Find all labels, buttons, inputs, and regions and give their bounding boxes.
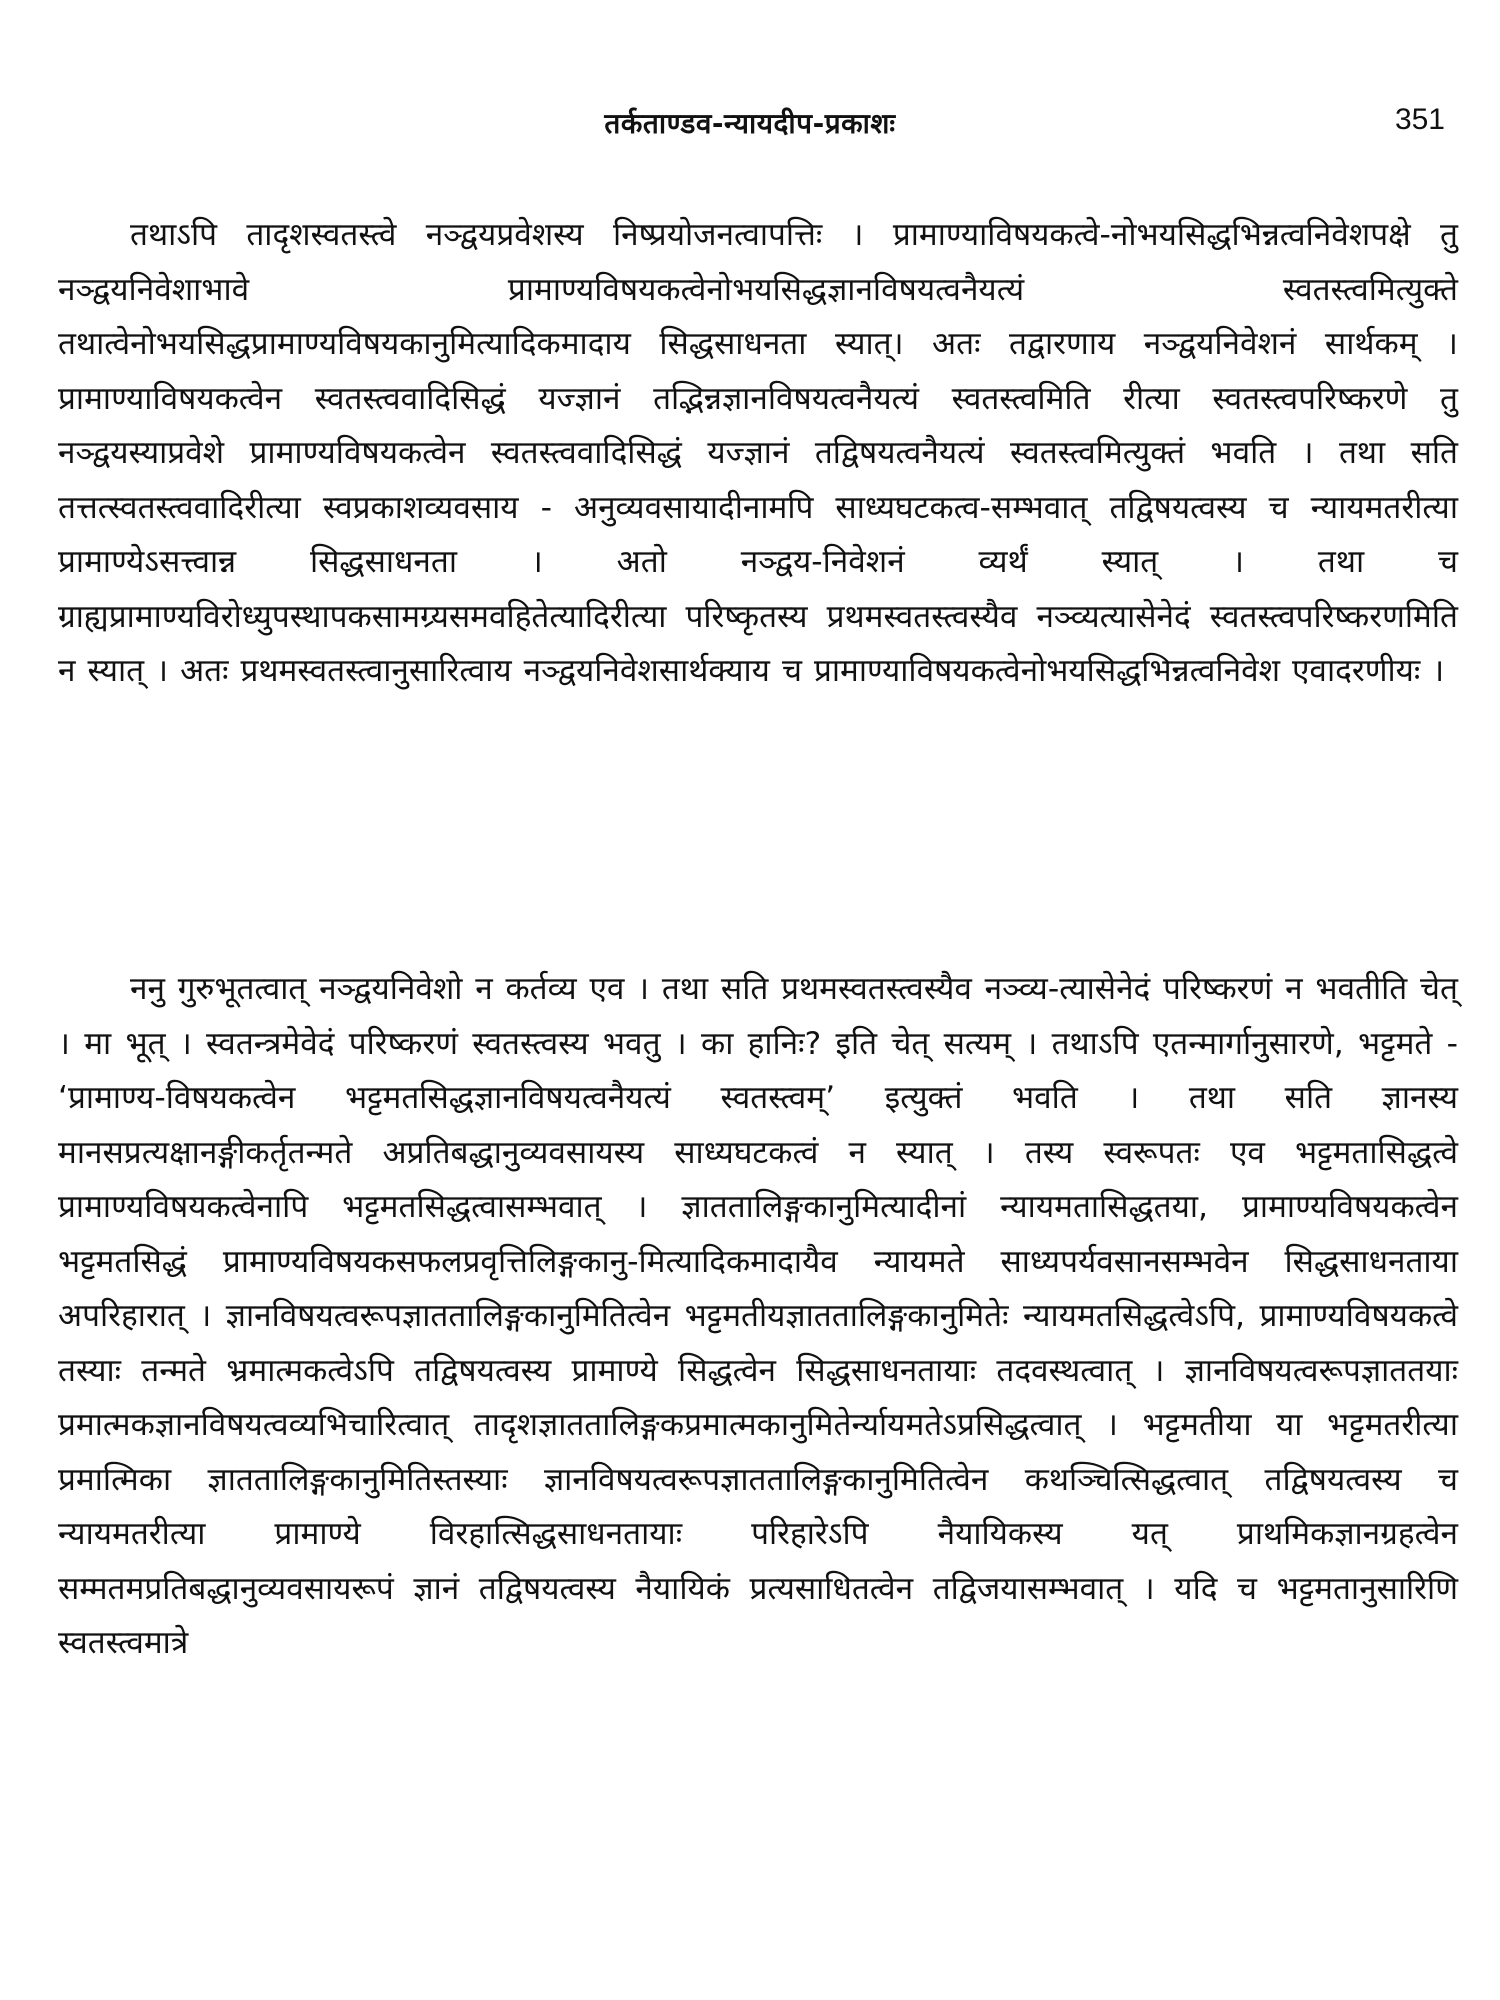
running-title: तर्कताण्डव-न्यायदीप-प्रकाशः (604, 107, 896, 140)
paragraph-2-block (58, 962, 1458, 1671)
paragraph-text: ननु गुरुभूतत्वात् नञ्द्वयनिवेशो न कर्तव्य एव । तथा सति प्रथमस्वतस्त्वस्यैव नञ्व्य-त्यासेनेदं परिष्करणं न भवतीति चेत् । मा भूत् । स्वतन्त्रमेवेदं परिष्करणं स्वतस्त्वस्य भवतु । का हानिः? इति चेत् सत्यम् । तथाऽपि एतन्मार्गानुसारणे, भट्टमते - ‘प्रामाण्य-विषयकत्वेन भट्टमतसिद्धज्ञानविषयत्वनैयत्यं स्वतस्त्वम्’ इत्युक्तं भवति । तथा सति ज्ञानस्य मानसप्रत्यक्षानङ्गीकर्तृतन्मते अप्रतिबद्धानुव्यवसायस्य साध्यघटकत्वं न स्यात् । तस्य स्वरूपतः एव भट्टमतासिद्धत्वे प्रामाण्यविषयकत्वेनापि भट्टमतसिद्धत्वासम्भवात् । ज्ञाततालिङ्गकानुमित्यादीनां न्यायमतासिद्धतया, प्रामाण्यविषयकत्वेन भट्टमतसिद्धं प्रामाण्यविषयकसफलप्रवृत्तिलिङ्गकानु-मित्यादिकमादायैव न्यायमते साध्यपर्यवसानसम्भवेन सिद्धसाधनताया अपरिहारात् । ज्ञानविषयत्वरूपज्ञाततालिङ्गकानुमितित्वेन भट्टमतीयज्ञाततालिङ्गकानुमितेः न्यायमतसिद्धत्वेऽपि, प्रामाण्यविषयकत्वे तस्याः तन्मते भ्रमात्मकत्वेऽपि तद्विषयत्वस्य प्रामाण्ये सिद्धत्वेन सिद्धसाधनतायाः तदवस्थत्वात् । ज्ञानविषयत्वरूपज्ञाततयाः प्रमात्मकज्ञानविषयत्वव्यभिचारित्वात् तादृशज्ञाततालिङ्गकप्रमात्मकानुमितेर्न्यायमतेऽप्रसिद्धत्वात् । भट्टमतीया या भट्टमतरीत्या प्रमात्मिका ज्ञाततालिङ्गकानुमितिस्तस्याः ज्ञानविषयत्वरूपज्ञाततालिङ्गकानुमितित्वेन कथञ्चित्सिद्धत्वात् तद्विषयत्वस्य च न्यायमतरीत्या प्रामाण्ये विरहात्सिद्धसाधनतायाः परिहारेऽपि नैयायिकस्य यत् प्राथमिकज्ञानग्रहत्वेन सम्मतमप्रतिबद्धानुव्यवसायरूपं ज्ञानं तद्विषयत्वस्य नैयायिकं प्रत्यसाधितत्वेन तद्विजयासम्भवात् । यदि च भट्टमतानुसारिणि स्वतस्त्वमात्रे (58, 971, 1458, 1661)
page-number: 351 (1394, 103, 1445, 136)
paragraph-1-block (58, 208, 1458, 699)
paragraph-text: तथाऽपि तादृशस्वतस्त्वे नञ्द्वयप्रवेशस्य निष्प्रयोजनत्वापत्तिः । प्रामाण्याविषयकत्वे-नोभयसिद्धभिन्नत्वनिवेशपक्षे तु नञ्द्वयनिवेशाभावे प्रामाण्यविषयकत्वेनोभयसिद्धज्ञानविषयत्वनैयत्यं स्वतस्त्वमित्युक्ते तथात्वेनोभयसिद्धप्रामाण्यविषयकानुमित्यादिकमादाय सिद्धसाधनता स्यात्। अतः तद्वारणाय नञ्द्वयनिवेशनं सार्थकम् । प्रामाण्याविषयकत्वेन स्वतस्त्ववादिसिद्धं यज्ज्ञानं तद्भिन्नज्ञानविषयत्वनैयत्यं स्वतस्त्वमिति रीत्या स्वतस्त्वपरिष्करणे तु नञ्द्वयस्याप्रवेशे प्रामाण्यविषयकत्वेन स्वतस्त्ववादिसिद्धं यज्ज्ञानं तद्विषयत्वनैयत्यं स्वतस्त्वमित्युक्तं भवति । तथा सति तत्तत्स्वतस्त्ववादिरीत्या स्वप्रकाशव्यवसाय - अनुव्यवसायादीनामपि साध्यघटकत्व-सम्भवात् तद्विषयत्वस्य च न्यायमतरीत्या प्रामाण्येऽसत्त्वान्न सिद्धसाधनता । अतो नञ्द्वय-निवेशनं व्यर्थं स्यात् । तथा च ग्राह्यप्रामाण्यविरोध्युपस्थापकसामग्र्यसमवहितेत्यादिरीत्या परिष्कृतस्य प्रथमस्वतस्त्वस्यैव नञ्व्यत्यासेनेदं स्वतस्त्वपरिष्करणमिति न स्यात् । अतः प्रथमस्वतस्त्वानुसारित्वाय नञ्द्वयनिवेशसार्थक्याय च प्रामाण्याविषयकत्वेनोभयसिद्धभिन्नत्वनिवेश एवादरणीयः । (58, 217, 1458, 689)
